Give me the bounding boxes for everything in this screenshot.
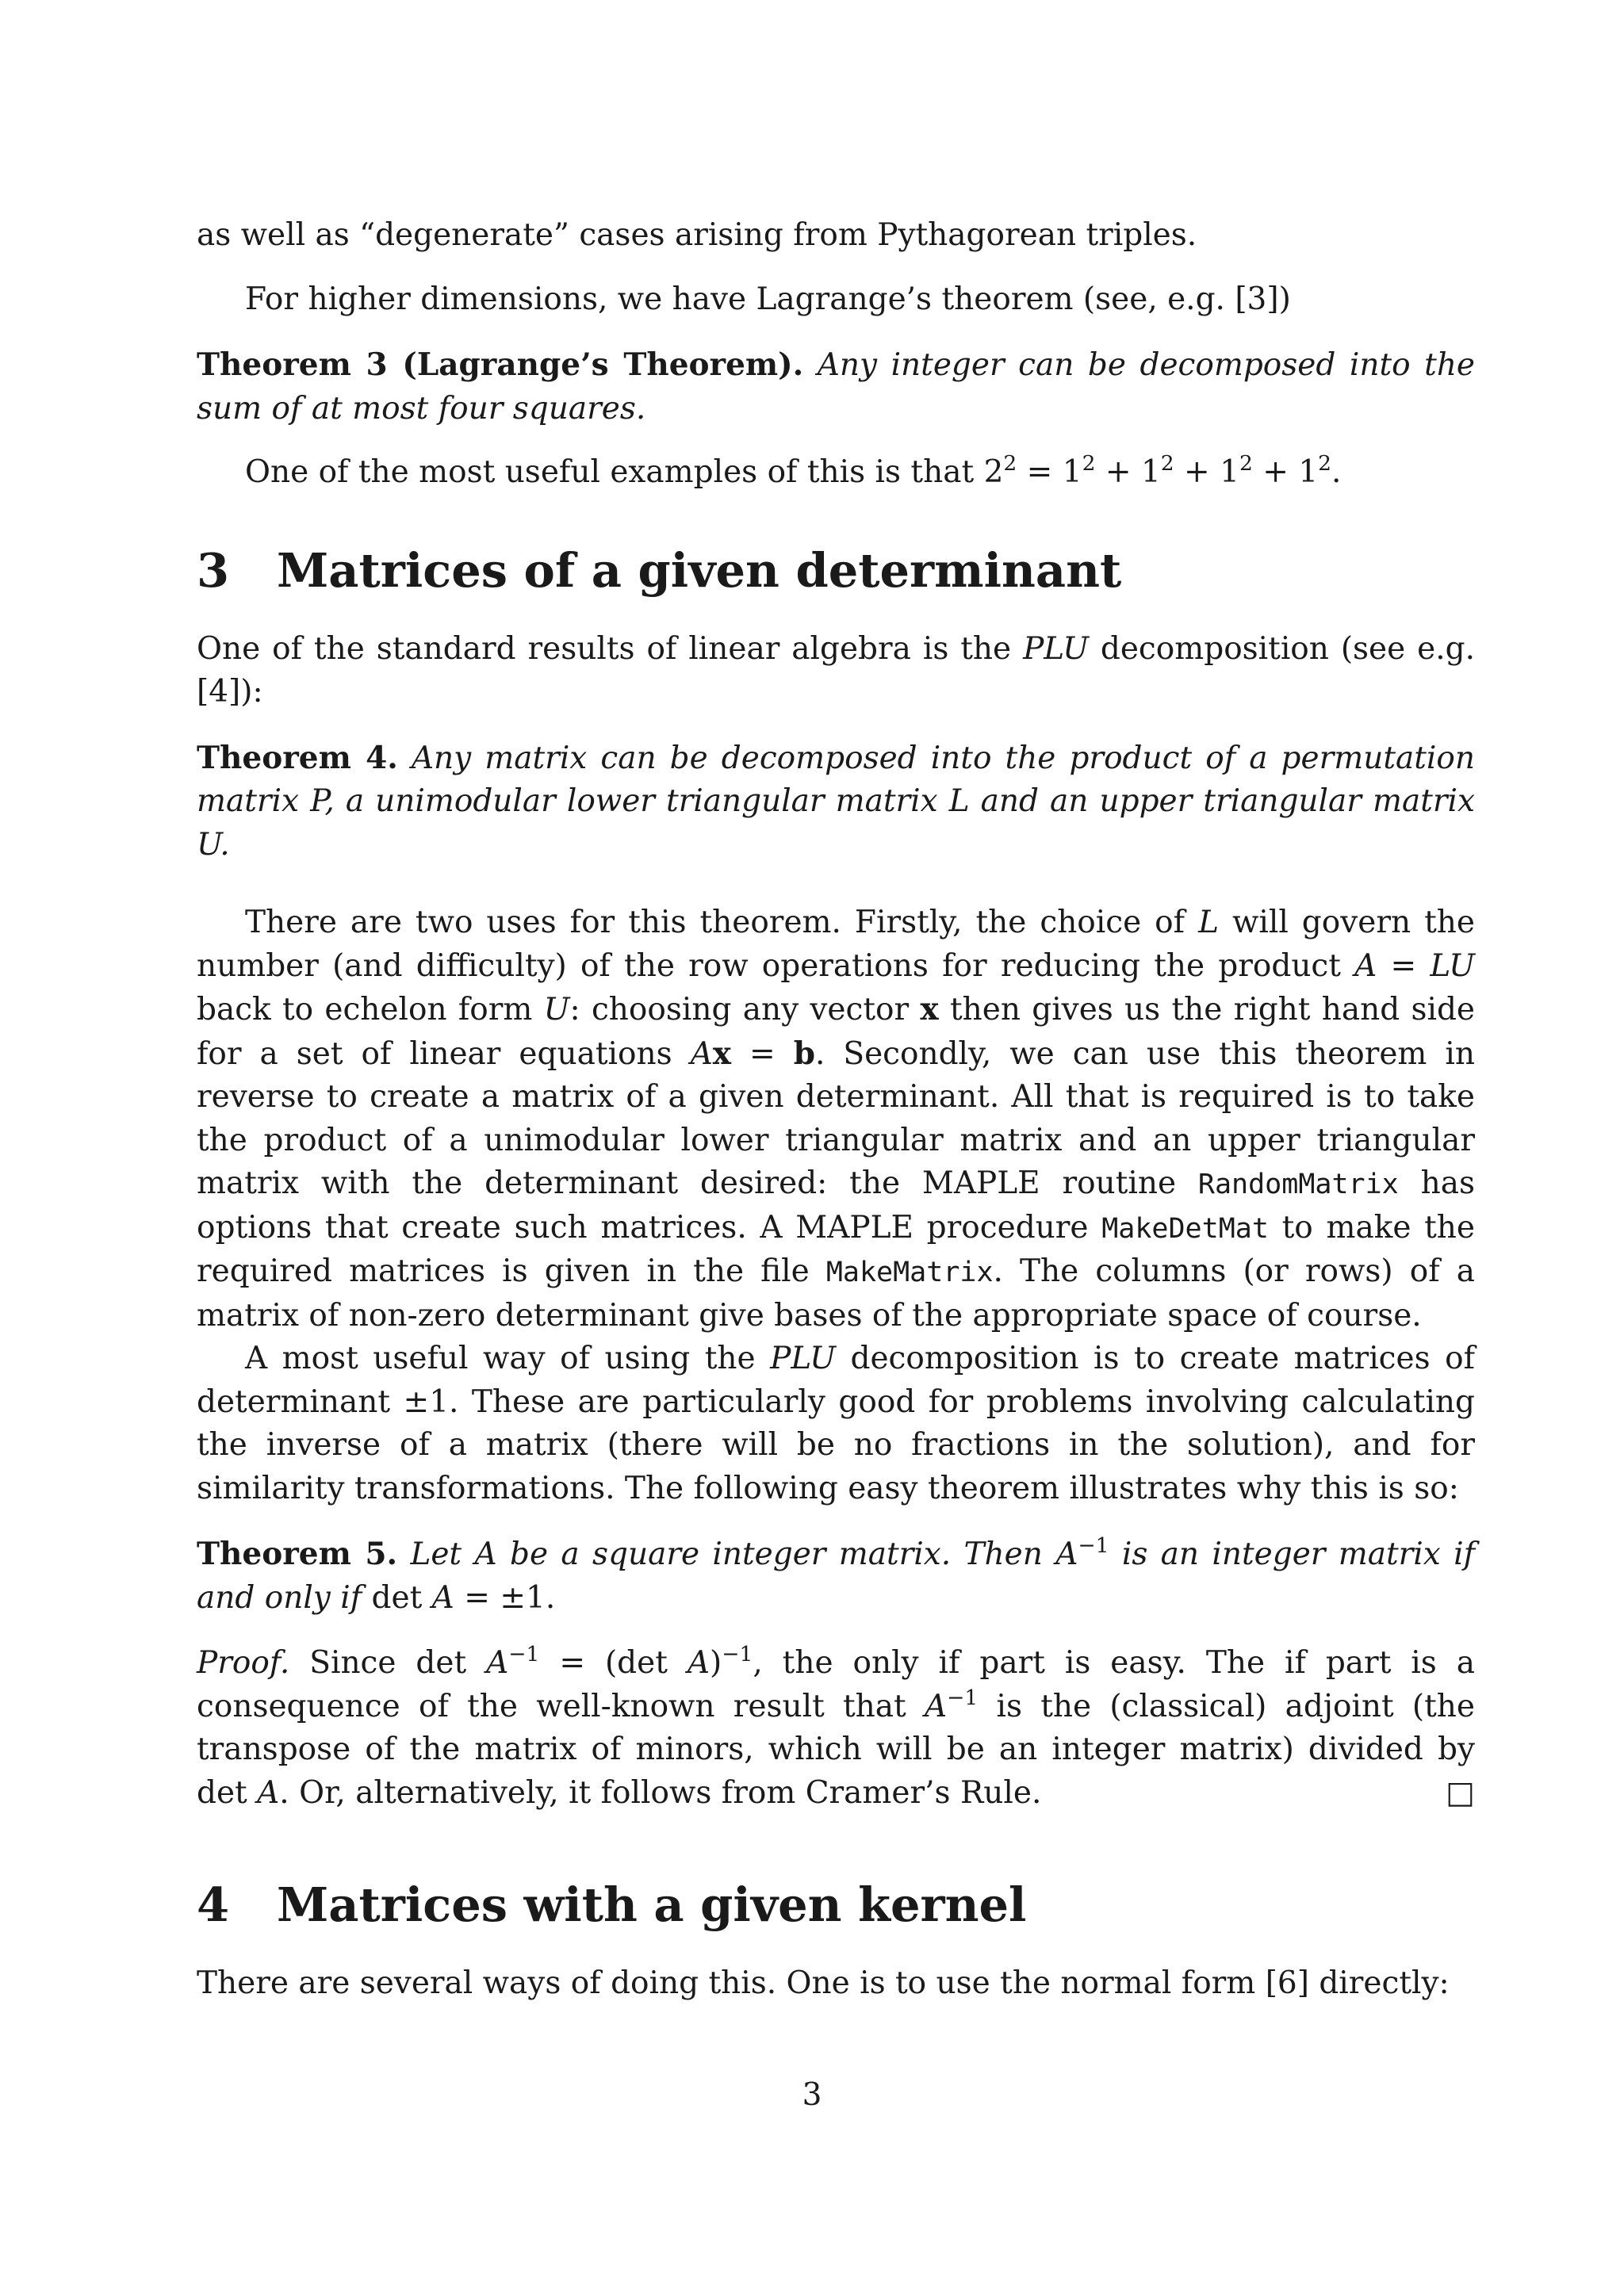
section-4-number: 4: [197, 1877, 230, 1932]
page-body: [197, 214, 1475, 2006]
page-number: 3: [802, 2077, 822, 2113]
theorem-3-statement: Any integer can be decomposed into the sum of at most four squares.: [197, 347, 1476, 427]
qed-square-icon: □: [1446, 1774, 1475, 1811]
code-makematrix: MakeMatrix: [825, 1257, 994, 1288]
example-equation: $2^2 = 1^2 + 1^2 + 1^2 + 1^2$: [983, 451, 1332, 490]
example-text: One of the most useful examples of this is that: [245, 454, 975, 490]
paragraph-kernel-intro: There are several ways of doing this. One is to use the normal form [6] directly:: [197, 1965, 1450, 2001]
paragraph-plu-intro: One of the standard results of linear algebra is the PLU decomposition (see e.g. [4]):: [197, 630, 1475, 710]
section-4-heading: [197, 1877, 1475, 1934]
paragraph-lagrange-intro: For higher dimensions, we have Lagrange’s theorem (see, e.g. [3]): [245, 281, 1291, 317]
theorem-3: [197, 343, 1475, 430]
paragraph-pythagorean: as well as “degenerate” cases arising from Pythagorean triples.: [197, 217, 1197, 253]
theorem-4-statement: Any matrix can be decomposed into the product of a permutation matrix P, a unimodular lower triangular matrix L and an upper triangular matrix U.: [197, 740, 1475, 863]
code-makedetmat: MakeDetMat: [1101, 1212, 1269, 1245]
paragraph-example: One of the most useful examples of this is that $2^2 = 1^2 + 1^2 + 1^2 + 1^2$.: [245, 451, 1342, 490]
section-3-number: 3: [197, 542, 230, 598]
theorem-5: [197, 1533, 1475, 1620]
section-3-title: Matrices of a given determinant: [277, 542, 1122, 598]
theorem-5-heading: Theorem 5.: [197, 1536, 398, 1572]
theorem-4-heading: Theorem 4.: [197, 739, 398, 776]
section-3-heading: [197, 542, 1475, 599]
proof: Proof. Since $\det A^{-1} = (\det$ A)$^{-1}$, the only if part is easy. The if part is a consequence of the well-known result that $A^{-1}$ is the (classical) adjoint (the transpose of the matrix of minors, which will be an integer matrix) divided by det A. Or, alternatively, it follows from Cramer’s Rule. □: [197, 1642, 1475, 1815]
paragraph-determinant-pm1: A most useful way of using the PLU decomposition is to create matrices of determinant ±1. These are particularly good for problems involving calculating the inverse of a matrix (there will be no fractions in the solution), and for similarity transformations. The following easy theorem illustrates why this is so:: [197, 1341, 1476, 1506]
theorem-5-statement: Let A be a square integer matrix. Then $A^{-1}$ is an integer matrix if and only if det A = ±1.: [197, 1533, 1476, 1616]
theorem-4: [197, 737, 1475, 867]
theorem-3-heading: Theorem 3 (Lagrange’s Theorem).: [197, 346, 804, 383]
section-4-title: Matrices with a given kernel: [277, 1877, 1027, 1932]
code-randommatrix: RandomMatrix: [1197, 1169, 1399, 1200]
paragraph-uses: There are two uses for this theorem. Firstly, the choice of L will govern the number (and difficulty) of the row operations for reducing the product A = LU back to echelon form U: choosing any vector x then gives us the right hand side for a set of linear equations Ax = b. Secondly, we can use this theorem in reverse to create a matrix of a given determinant. All that is required is to take the product of a unimodular lower triangular matrix and an upper triangular matrix with the determinant desired: the MAPLE routine RandomMatrix has options that create such matrices. A MAPLE procedure MakeDetMat to make the required matrices is given in the file MakeMatrix. The columns (or rows) of a matrix of non-zero determinant give bases of the appropriate space of course.: [197, 905, 1476, 1334]
proof-label: Proof.: [197, 1645, 290, 1681]
